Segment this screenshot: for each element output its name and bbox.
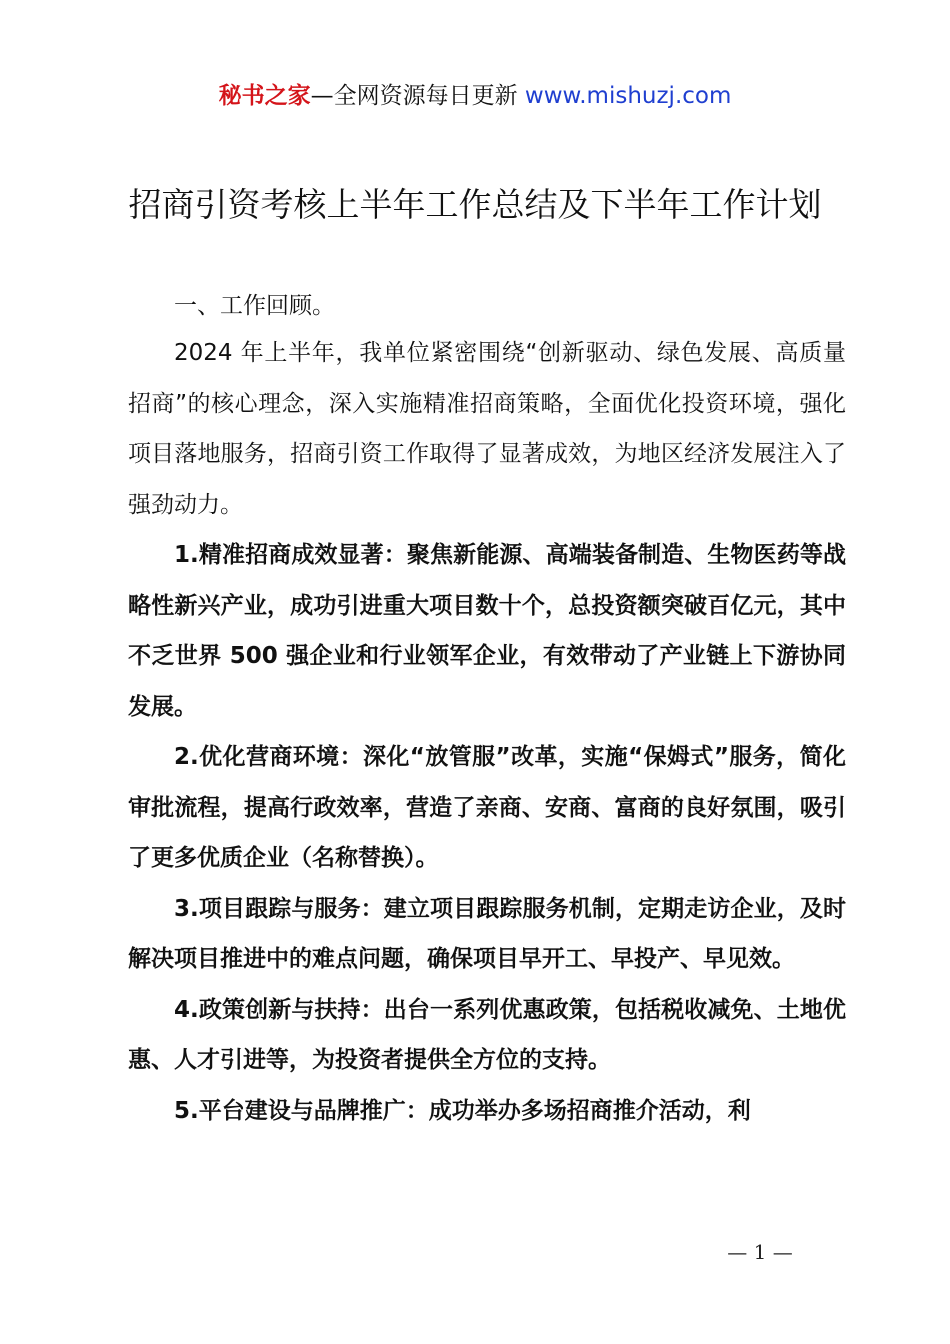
list-item: 3.项目跟踪与服务：建立项目跟踪服务机制，定期走访企业，及时解决项目推进中的难点问题，确保项目早开工、早投产、早见效。	[128, 895, 846, 972]
section-heading: 一、工作回顾。	[174, 293, 335, 319]
list-item: 1.精准招商成效显著：聚焦新能源、高端装备制造、生物医药等战略性新兴产业，成功引进重大项目数十个，总投资额突破百亿元，其中不乏世界 500 强企业和行业领军企业，有效带动了产业链上下游协同发展。	[128, 542, 846, 720]
site-url-link[interactable]: www.mishuzj.com	[524, 83, 732, 109]
list-item: 5.平台建设与品牌推广：成功举办多场招商推介活动，利	[174, 1097, 751, 1124]
intro-paragraph: 2024 年上半年，我单位紧密围绕“创新驱动、绿色发展、高质量招商”的核心理念，深入实施精准招商策略，全面优化投资环境，强化项目落地服务，招商引资工作取得了显著成效，为地区经济发展注入了强劲动力。	[128, 340, 846, 518]
site-banner	[0, 80, 950, 112]
page-number: — 1 —	[727, 1240, 793, 1264]
document-title: 招商引资考核上半年工作总结及下半年工作计划	[128, 185, 822, 224]
document-body	[128, 284, 846, 1136]
list-item: 2.优化营商环境：深化“放管服”改革，实施“保姆式”服务，简化审批流程，提高行政效率，营造了亲商、安商、富商的良好氛围，吸引了更多优质企业（名称替换）。	[128, 744, 846, 871]
list-item: 4.政策创新与扶持：出台一系列优惠政策，包括税收减免、土地优惠、人才引进等，为投资者提供全方位的支持。	[128, 996, 846, 1073]
site-brand: 秘书之家	[218, 83, 311, 109]
site-tagline: —全网资源每日更新	[310, 83, 518, 109]
